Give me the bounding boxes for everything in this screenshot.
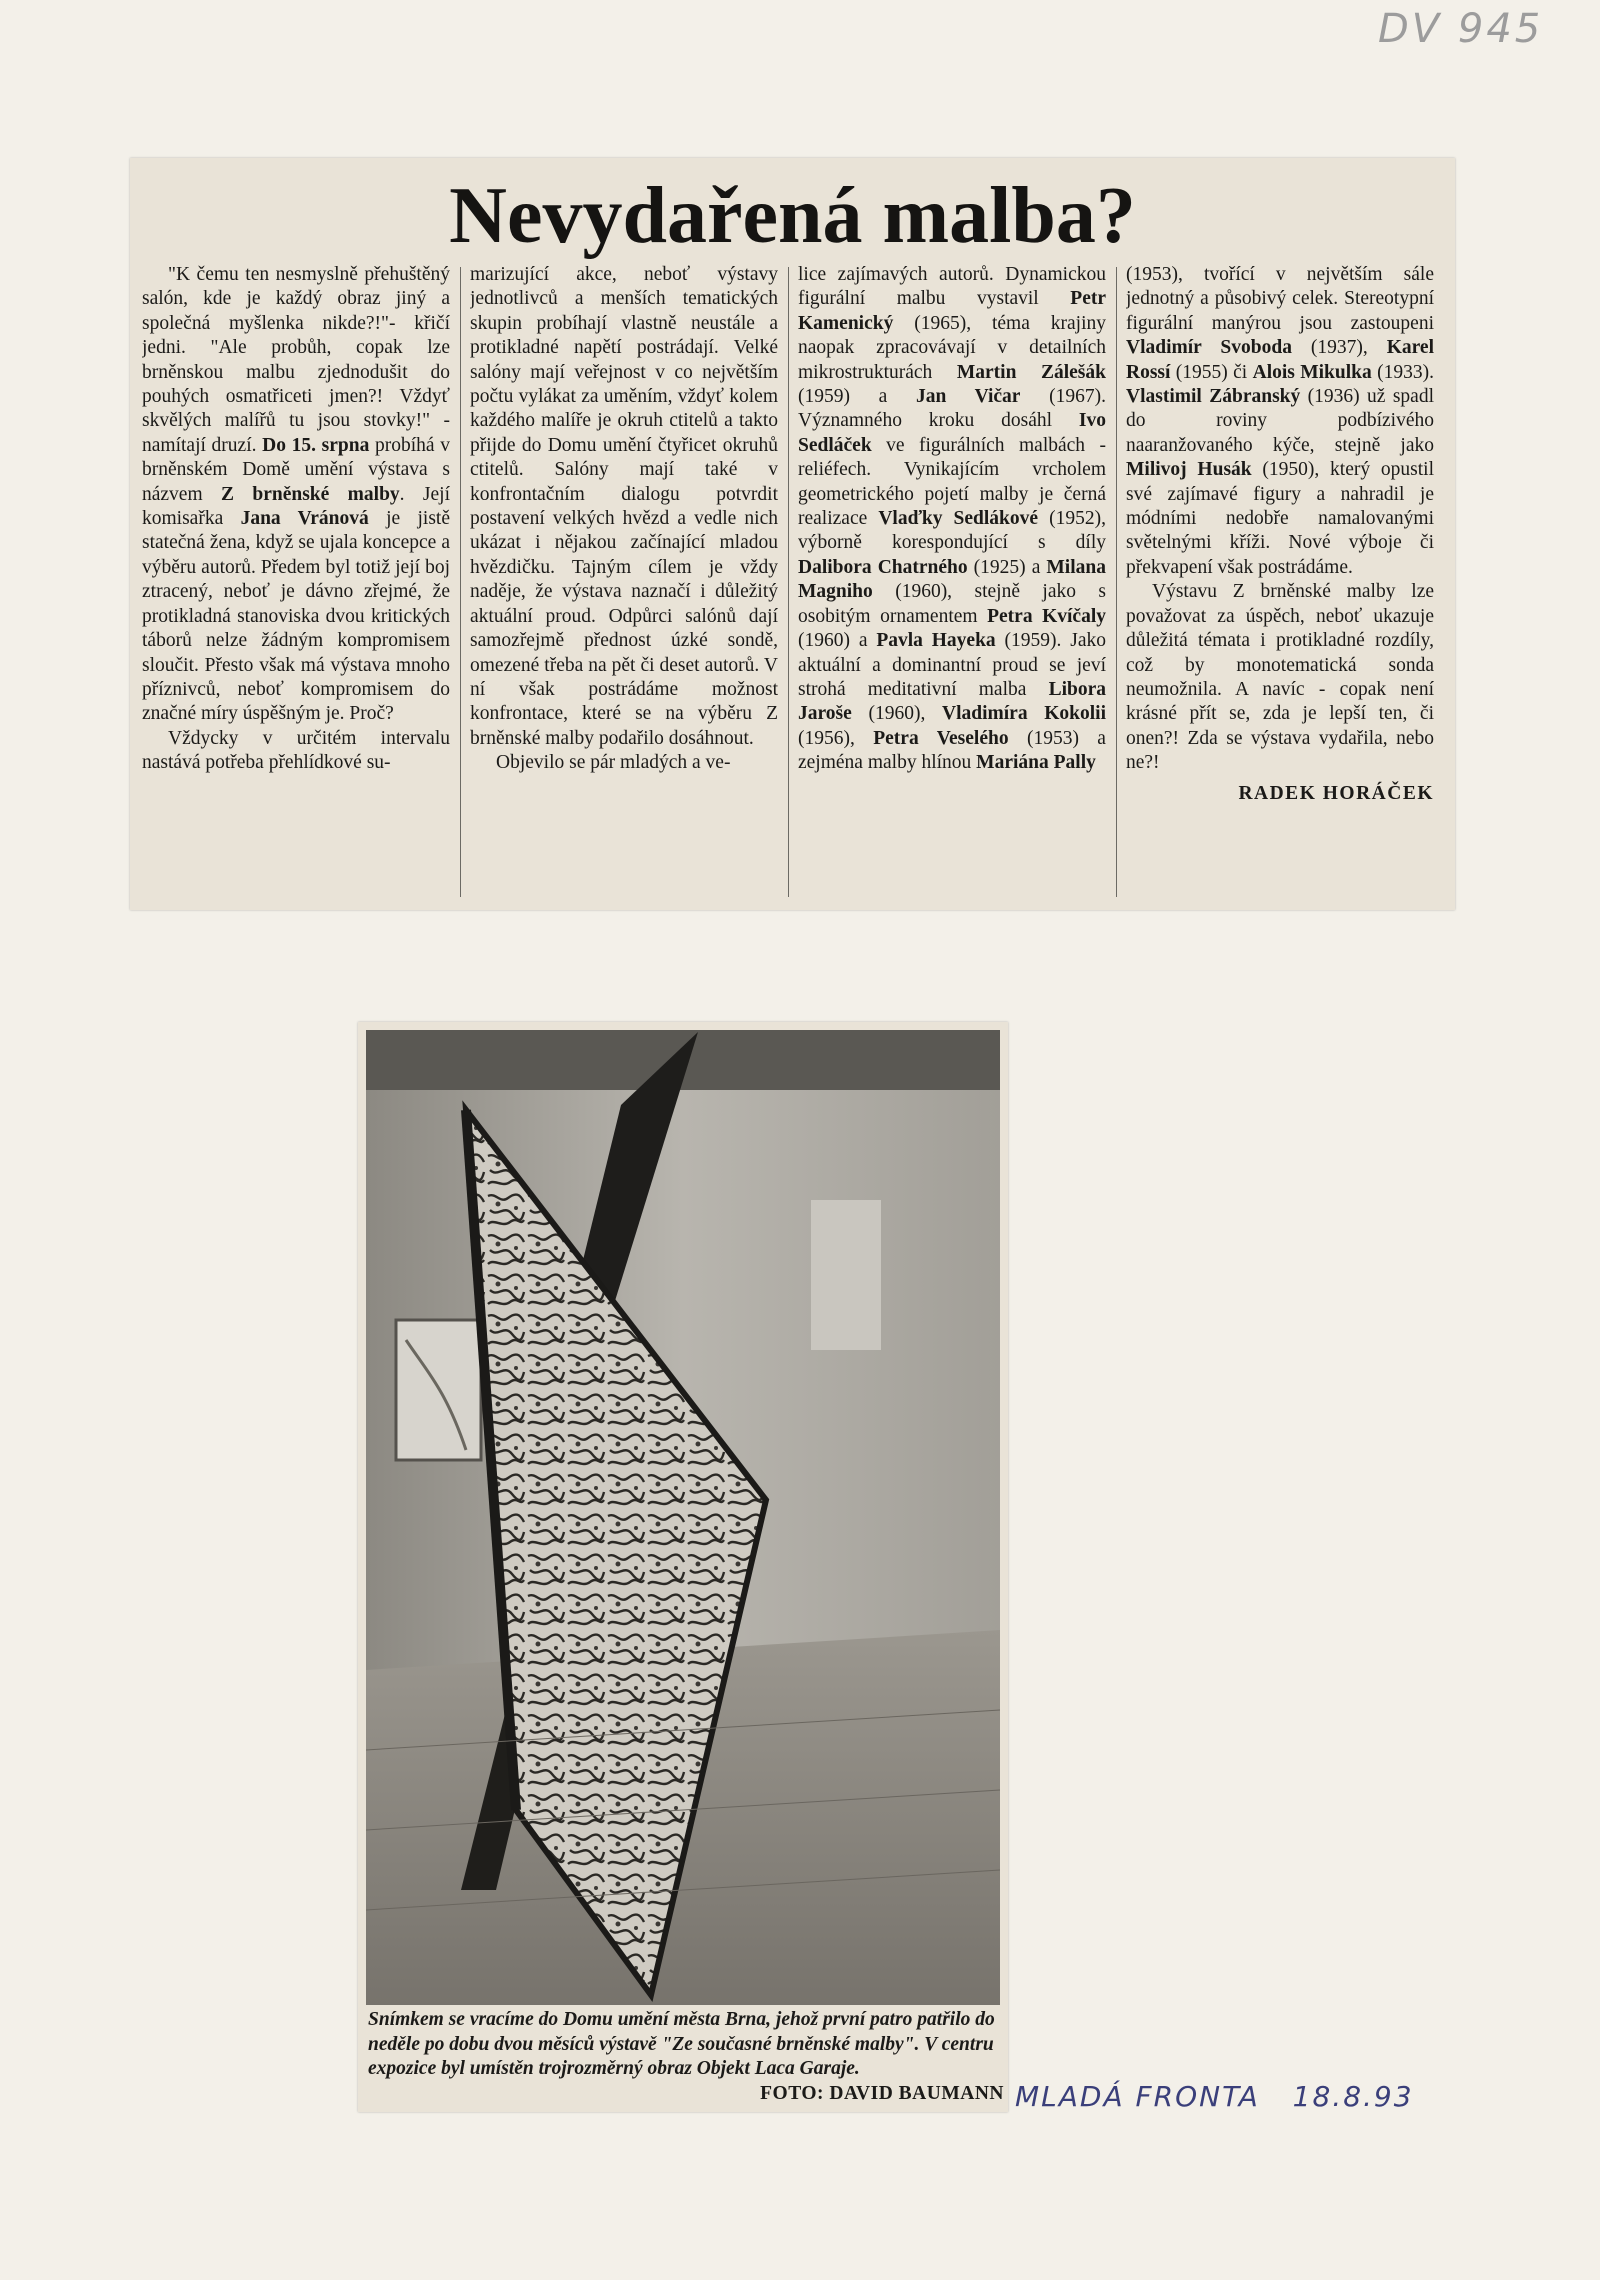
highlighted-name: Vladimír Svoboda	[1126, 337, 1292, 359]
article-paragraph	[470, 263, 778, 751]
article-column-3	[798, 263, 1106, 903]
paragraph-text: Výstavu Z brněnské malby lze považovat za úspěch, neboť ukazuje důležitá témata i protikladné rozdíly, což by monotematická sonda neumožnila. A navíc - copak není krásné přít se, zda je lepší ten, či onen?! Zda se výstava vydařila, nebo ne?!	[1126, 581, 1434, 774]
highlighted-name: Vlastimil Zábranský	[1126, 386, 1301, 408]
byline: RADEK HORÁČEK	[1238, 782, 1434, 804]
paragraph-text: (1936) už spadl do roviny podbízivého naaranžovaného kýče, stejně jako	[1126, 386, 1434, 456]
highlighted-name: Pavla Hayeka	[876, 630, 996, 652]
paragraph-text: (1956),	[798, 727, 874, 749]
highlighted-name: Petr Kamenický	[798, 288, 1106, 334]
highlighted-name: Vlaďky Sedlákové	[878, 508, 1039, 530]
paragraph-text: (1925) a	[967, 556, 1047, 578]
article-column-4	[1126, 263, 1434, 903]
photo-credit: FOTO: DAVID BAUMANN	[760, 2082, 1004, 2104]
highlighted-name: Karel Rossí	[1126, 337, 1434, 383]
article-column-1	[142, 263, 450, 903]
paragraph-text: (1959). Jako aktuální a dominantní proud se jeví strohá meditativní malba	[798, 630, 1106, 700]
photo-caption	[368, 2008, 1004, 2106]
column-rule	[460, 267, 461, 897]
headline: Nevydařená malba?	[449, 172, 1136, 260]
handwritten-date: 18.8.93	[1292, 2080, 1414, 2113]
archive-mark: DV 945	[1378, 6, 1544, 52]
column-rule	[788, 267, 789, 897]
article-clipping	[130, 158, 1455, 910]
photo-clipping	[358, 1022, 1008, 2112]
article-paragraph	[798, 263, 1106, 776]
paragraph-text: (1950), který opustil své zajímavé figury a nahradil je módními nedobře namalovanými světelnými kříži. Nové výboje či překvapení však postrádáme.	[1126, 459, 1434, 578]
article-paragraph	[470, 751, 778, 775]
paragraph-text: . Její komisařka	[142, 483, 450, 530]
article-paragraph	[142, 727, 450, 776]
highlighted-name: Dalibora Chatrného	[798, 556, 968, 578]
handwritten-source-note	[1015, 2080, 1435, 2124]
exhibition-photo-image	[366, 1030, 1000, 2005]
exhibition-photo	[366, 1030, 1000, 2005]
paragraph-text: ve figurálních malbách - reliéfech. Vynikajícím vrcholem geometrického pojetí malby je černá realizace	[798, 434, 1106, 530]
highlighted-name: Martin Zálešák	[956, 361, 1106, 383]
highlighted-name: Libora Jaroše	[798, 678, 1106, 725]
handwritten-source: MLADÁ FRONTA	[1015, 2080, 1260, 2113]
highlighted-name: Do 15. srpna	[262, 434, 370, 456]
highlighted-name: Jana Vránová	[240, 508, 369, 530]
article-column-2	[470, 263, 778, 903]
paragraph-text: (1933).	[1371, 361, 1434, 383]
paragraph-text: (1967). Významného kroku dosáhl	[798, 386, 1106, 432]
article-paragraph	[142, 263, 450, 727]
paragraph-text: (1960),	[851, 703, 942, 725]
paragraph-text: marizující akce, neboť výstavy jednotlivců a menších tematických skupin probíhají vlastně neustále a protikladné napětí postrádají. Velké salóny mají veřejnost v co největším počtu vylákat za uměním, vždyť kolem každého malíře je okruh ctitelů a takto přijde do Domu umění čtyřicet okruhů ctitelů. Salóny mají také v konfrontačním dialogu potvrdit postavení velkých hvězd a vedle nich ukázat i nějakou začínající mladou hvězdičku. Tajným cílem je vždy naděje, že výstava naznačí i důležitý aktuální proud. Odpůrci salónů dají samozřejmě přednost úzké sondě, omezené třeba na pět či deset autorů. V ní však postrádáme možnost konfrontace, které se na výběru Z brněnské malby podařilo dosáhnout.	[470, 264, 778, 749]
article-paragraph	[1126, 580, 1434, 775]
paragraph-text: Vždycky v určitém intervalu nastává potřeba přehlídkové su-	[142, 727, 450, 774]
paragraph-text: (1960) a	[798, 630, 877, 652]
paragraph-text: (1959) a	[798, 386, 916, 408]
article-columns	[142, 263, 1442, 903]
column-rule	[1116, 267, 1117, 897]
paragraph-text: Objevilo se pár mladých a ve-	[496, 752, 731, 774]
paragraph-text: (1965), téma krajiny naopak zpracovávají v detailních mikrostrukturách	[798, 312, 1106, 383]
highlighted-name: Mariána Pally	[976, 752, 1096, 774]
paragraph-text: (1952), výborně korespondující s díly	[798, 508, 1106, 554]
paragraph-text: je jistě statečná žena, když se ujala koncepce a výběru autorů. Předem byl totiž její boj ztracený, neboť je dávno zřejmé, že protikladná stanoviska dvou kritických táborů nelze žádným kompromisem sloučit. Přesto však má výstava mnoho příznivců, neboť kompromisem do značné míry úspěšným je. Proč?	[142, 508, 450, 725]
paragraph-text: probíhá v brněnském Domě umění výstava s názvem	[142, 434, 450, 505]
paragraph-text: (1937),	[1291, 337, 1387, 359]
paragraph-text: (1955) či	[1170, 361, 1253, 383]
paragraph-text: (1953), tvořící v největším sále jednotný a působivý celek. Stereotypní figurální manýrou jsou zastoupeni	[1126, 264, 1434, 334]
highlighted-name: Jan Vičar	[915, 386, 1021, 408]
paragraph-text: lice zajímavých autorů. Dynamickou figurální malbu vystavil	[798, 264, 1106, 310]
highlighted-name: Milana Magniho	[798, 556, 1106, 603]
article-paragraph	[1126, 263, 1434, 580]
highlighted-name: Alois Mikulka	[1252, 361, 1372, 383]
paragraph-text: (1953) a zejména malby hlínou	[798, 727, 1106, 774]
highlighted-name: Petra Kvíčaly	[987, 605, 1106, 627]
highlighted-name: Milivoj Husák	[1126, 459, 1252, 481]
paragraph-text: (1960), stejně jako s osobitým ornamentem	[798, 581, 1106, 627]
highlighted-name: Vladimíra Kokolii	[941, 703, 1106, 725]
caption-text: Snímkem se vracíme do Domu umění města Brna, jehož první patro patřilo do neděle po dobu dvou měsíců výstavě "Ze současné brněnské malby". V centru expozice byl umístěn trojrozměrný obraz Objekt Laca Garaje.	[368, 2009, 995, 2079]
highlighted-name: Z brněnské malby	[221, 483, 400, 505]
highlighted-name: Ivo Sedláček	[798, 410, 1106, 456]
paragraph-text: "K čemu ten nesmyslně přehuštěný salón, kde je každý obraz jiný a společná myšlenka nikde?!"- křičí jedni. "Ale probůh, copak lze brněnskou malbu zjednodušit do pouhých osmatřiceti jmen?! Vždyť skvělých malířů tu jsou stovky!" - namítají druzí.	[142, 264, 450, 456]
highlighted-name: Petra Veselého	[873, 727, 1009, 749]
